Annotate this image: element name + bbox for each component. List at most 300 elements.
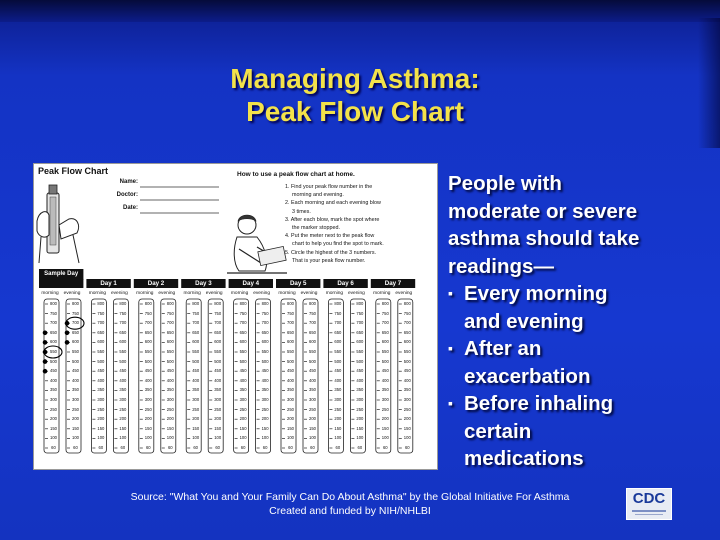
scale-value: 350 — [309, 387, 316, 393]
scale-value: 300 — [261, 397, 269, 402]
scale-value: 100 — [72, 435, 79, 441]
scale-value: 750 — [403, 310, 411, 316]
scale-value: 150 — [72, 425, 79, 431]
scale-value: 700 — [239, 320, 247, 326]
scale-value: 450 — [119, 368, 127, 374]
sample-mark-dot — [43, 369, 48, 374]
scale-value: 800 — [214, 301, 222, 306]
scale-value: 60 — [382, 445, 388, 450]
howto-title: How to use a peak flow chart at home. — [237, 171, 355, 178]
scale-value: 350 — [356, 387, 364, 393]
scale-value: 500 — [119, 358, 127, 364]
scale-value: 150 — [381, 425, 389, 431]
scale-value: 650 — [239, 329, 247, 335]
scale-value: 250 — [287, 406, 294, 412]
day-label: Day 4 — [242, 280, 260, 287]
scale-value: 150 — [287, 425, 294, 431]
scale-value: 350 — [97, 387, 105, 393]
scale-value: 150 — [97, 425, 105, 431]
scale-value: 550 — [119, 349, 127, 354]
scale-value: 700 — [403, 320, 411, 326]
session-label: morning — [41, 291, 59, 296]
scale-value: 350 — [334, 387, 342, 393]
scale-value: 60 — [310, 445, 315, 450]
source-line-2: Created and funded by NIH/NHLBI — [269, 505, 431, 517]
scale-value: 650 — [50, 329, 57, 335]
scale-value: 800 — [356, 301, 364, 306]
scale-value: 150 — [166, 425, 174, 431]
slide-title — [120, 62, 590, 128]
scale-value: 450 — [50, 368, 57, 374]
scale-value: 700 — [97, 320, 105, 326]
cdc-logo-rule — [635, 514, 663, 515]
scale-value: 800 — [166, 301, 174, 306]
intro-line: readings— — [448, 254, 554, 278]
scale-value: 400 — [119, 377, 127, 383]
scale-value: 60 — [145, 445, 151, 450]
howto-line: 3. After each blow, mark the spot where — [285, 216, 380, 223]
scale-value: 300 — [403, 397, 411, 402]
scale-value: 700 — [381, 320, 389, 326]
scale-value: 350 — [50, 387, 57, 393]
scale-value: 100 — [309, 435, 316, 441]
scale-value: 300 — [356, 397, 364, 402]
bullet-item — [448, 335, 710, 390]
day-label: Day 2 — [147, 280, 165, 287]
scale-value: 350 — [261, 387, 269, 393]
scale-value: 650 — [309, 329, 316, 335]
session-label: evening — [253, 291, 270, 296]
scale-value: 650 — [403, 329, 411, 335]
scale-value: 800 — [287, 301, 294, 306]
cdc-logo-rule — [632, 510, 666, 512]
scale-value: 650 — [356, 329, 364, 335]
session-label: evening — [205, 291, 223, 296]
scale-value: 200 — [144, 416, 152, 422]
scale-value: 400 — [144, 377, 152, 383]
title-line-2: Peak Flow Chart — [246, 96, 464, 127]
scale-value: 300 — [192, 397, 200, 402]
scale-value: 250 — [166, 406, 174, 412]
scale-value: 650 — [97, 329, 105, 335]
sample-day-label: Sample Day — [44, 271, 79, 277]
scale-value: 250 — [334, 406, 342, 412]
scale-value: 350 — [381, 387, 389, 393]
scale-value: 300 — [144, 397, 152, 402]
scale-value: 100 — [166, 435, 174, 441]
day-label: Day 1 — [100, 280, 117, 287]
meter-scale-icon — [50, 197, 56, 245]
scale-value: 600 — [72, 339, 79, 345]
scale-value: 500 — [192, 358, 200, 364]
bullet-line: and evening — [464, 309, 584, 333]
scale-value: 200 — [403, 416, 411, 422]
scale-value: 150 — [119, 425, 127, 431]
scale-value: 60 — [51, 445, 56, 450]
session-label: morning — [373, 291, 391, 296]
day-label: Day 7 — [384, 280, 402, 287]
scale-value: 350 — [144, 387, 152, 393]
scale-value: 450 — [97, 368, 105, 374]
scale-value: 500 — [166, 358, 174, 364]
bullet-square-icon: ▪ — [448, 340, 453, 356]
day-label: Day 5 — [289, 280, 307, 287]
scale-value: 400 — [72, 377, 79, 383]
scale-value: 350 — [72, 387, 79, 393]
bullet-item — [448, 280, 710, 335]
scale-value: 150 — [144, 425, 152, 431]
scale-value: 100 — [287, 435, 294, 441]
session-label: morning — [88, 291, 107, 296]
scale-value: 60 — [193, 445, 199, 450]
scale-value: 600 — [261, 339, 269, 345]
scale-value: 650 — [192, 329, 200, 335]
scale-value: 550 — [50, 349, 57, 354]
scale-value: 650 — [72, 329, 79, 335]
scale-value: 550 — [356, 349, 364, 354]
scale-value: 550 — [261, 349, 269, 354]
scale-value: 200 — [239, 416, 247, 422]
scale-value: 200 — [381, 416, 389, 422]
scale-value: 500 — [309, 358, 316, 364]
scale-value: 450 — [261, 368, 269, 374]
scale-value: 100 — [403, 435, 411, 441]
cdc-logo — [626, 488, 672, 520]
scale-value: 100 — [119, 435, 127, 441]
scale-value: 650 — [144, 329, 152, 335]
howto-line: That is your peak flow number. — [292, 257, 366, 264]
scale-value: 60 — [240, 445, 246, 450]
bullet-item — [448, 390, 710, 473]
scale-value: 700 — [166, 320, 174, 326]
session-label: morning — [183, 291, 201, 296]
bullet-line: medications — [464, 447, 584, 470]
bullet-square-icon: ▪ — [448, 395, 453, 411]
scale-value: 450 — [144, 368, 152, 374]
scale-value: 250 — [192, 406, 200, 412]
session-label: evening — [395, 291, 413, 296]
scale-value: 750 — [144, 310, 152, 316]
scale-value: 250 — [72, 406, 79, 412]
bullet-line: exacerbation — [464, 364, 591, 388]
scale-value: 600 — [166, 339, 174, 345]
scale-value: 450 — [287, 368, 294, 374]
session-label: evening — [110, 291, 128, 296]
meter-mouthpiece-icon — [49, 185, 57, 194]
bullet-line: Every morning — [464, 282, 608, 305]
intro-line: moderate or severe — [448, 199, 638, 223]
scale-value: 400 — [192, 377, 200, 383]
scale-value: 650 — [334, 329, 342, 335]
scale-value: 450 — [72, 368, 79, 374]
scale-value: 350 — [214, 387, 222, 393]
scale-value: 350 — [239, 387, 247, 393]
scale-value: 100 — [50, 435, 57, 441]
scale-value: 300 — [381, 397, 389, 402]
scale-value: 550 — [192, 349, 200, 354]
scale-value: 650 — [261, 329, 269, 335]
source-line-1: Source: "What You and Your Family Can Do About Asthma" by the Global Initiative For Asthma — [130, 491, 570, 503]
scale-value: 150 — [239, 425, 247, 431]
scale-value: 700 — [119, 320, 127, 326]
scale-value: 400 — [403, 377, 411, 383]
chart-field-label: Name: — [119, 179, 138, 185]
scale-value: 60 — [167, 445, 173, 450]
session-label: morning — [136, 291, 154, 296]
scale-value: 600 — [287, 339, 294, 345]
scale-value: 60 — [98, 445, 104, 450]
scale-value: 750 — [119, 310, 127, 316]
chart-graphics — [33, 163, 438, 470]
scale-value: 400 — [50, 377, 57, 383]
scale-value: 450 — [334, 368, 342, 374]
scale-value: 450 — [356, 368, 364, 374]
scale-value: 350 — [403, 387, 411, 393]
scale-value: 150 — [214, 425, 222, 431]
scale-value: 350 — [119, 387, 127, 393]
scale-value: 500 — [403, 358, 411, 364]
scale-value: 250 — [144, 406, 152, 412]
scale-value: 450 — [239, 368, 247, 374]
scale-value: 800 — [261, 301, 269, 306]
bullet-line: After an — [464, 337, 542, 360]
scale-value: 300 — [214, 397, 222, 402]
scale-value: 500 — [261, 358, 269, 364]
scale-value: 600 — [403, 339, 411, 345]
scale-value: 500 — [144, 358, 152, 364]
scale-value: 500 — [239, 358, 247, 364]
scale-value: 250 — [309, 406, 316, 412]
scale-value: 450 — [214, 368, 222, 374]
scale-value: 750 — [356, 310, 364, 316]
scale-value: 600 — [381, 339, 389, 345]
scale-value: 100 — [97, 435, 105, 441]
scale-value: 250 — [381, 406, 389, 412]
scale-value: 60 — [404, 445, 410, 450]
bullet-line: certain — [464, 419, 532, 443]
howto-line: morning and evening. — [292, 192, 344, 199]
scale-value: 750 — [72, 310, 79, 316]
intro-line: People with — [448, 172, 562, 195]
sample-mark-dot — [43, 359, 48, 364]
sample-mark-dot — [65, 340, 70, 345]
session-label: morning — [325, 291, 344, 296]
scale-value: 550 — [334, 349, 342, 354]
session-label: morning — [230, 291, 249, 296]
scale-value: 650 — [214, 329, 222, 335]
cdc-logo-text: CDC — [632, 490, 666, 507]
scale-value: 550 — [166, 349, 174, 354]
howto-line: the marker stopped. — [292, 225, 340, 231]
scale-value: 60 — [215, 445, 221, 450]
day-label: Day 3 — [195, 280, 212, 287]
scale-value: 400 — [239, 377, 247, 383]
scale-value: 700 — [287, 320, 294, 326]
scale-value: 800 — [50, 301, 57, 306]
sample-mark-dot — [43, 331, 48, 336]
scale-value: 400 — [334, 377, 342, 383]
scale-value: 100 — [334, 435, 342, 441]
scale-value: 200 — [214, 416, 222, 422]
scale-value: 200 — [356, 416, 364, 422]
scale-value: 300 — [119, 397, 127, 402]
scale-value: 550 — [239, 349, 247, 354]
scale-value: 300 — [166, 397, 174, 402]
scale-value: 750 — [214, 310, 222, 316]
scale-value: 100 — [381, 435, 389, 441]
scale-value: 500 — [356, 358, 364, 364]
scale-value: 200 — [97, 416, 105, 422]
scale-value: 700 — [309, 320, 316, 326]
bullet-text — [448, 170, 710, 473]
scale-value: 250 — [50, 406, 57, 412]
scale-value: 750 — [166, 310, 174, 316]
scale-value: 700 — [334, 320, 342, 326]
scale-value: 200 — [119, 416, 127, 422]
scale-value: 500 — [97, 358, 105, 364]
scale-value: 60 — [120, 445, 126, 450]
scale-value: 450 — [403, 368, 411, 374]
scale-value: 350 — [287, 387, 294, 393]
scale-value: 150 — [50, 425, 57, 431]
scale-value: 750 — [309, 310, 316, 316]
scale-value: 750 — [261, 310, 269, 316]
scale-value: 250 — [356, 406, 364, 412]
hand-icon — [37, 212, 49, 237]
sample-mark-dot — [43, 350, 48, 355]
scale-value: 200 — [287, 416, 294, 422]
scale-value: 450 — [166, 368, 174, 374]
scale-value: 600 — [214, 339, 222, 345]
scale-value: 400 — [214, 377, 222, 383]
scale-value: 700 — [261, 320, 269, 326]
scale-value: 400 — [309, 377, 316, 383]
scale-value: 600 — [309, 339, 316, 345]
scale-value: 400 — [261, 377, 269, 383]
howto-line: 2. Each morning and each evening blow — [285, 200, 381, 207]
scale-value: 350 — [166, 387, 174, 393]
scale-value: 200 — [334, 416, 342, 422]
scale-value: 450 — [192, 368, 200, 374]
scale-value: 250 — [119, 406, 127, 412]
scale-value: 800 — [119, 301, 127, 306]
hand-icon — [59, 219, 79, 239]
bullet-square-icon: ▪ — [448, 285, 453, 301]
intro-line: asthma should take — [448, 227, 640, 250]
scale-value: 550 — [97, 349, 105, 354]
scale-value: 800 — [403, 301, 411, 306]
howto-line: 4. Put the meter next to the peak flow — [285, 233, 375, 240]
sample-mark-dot — [43, 340, 48, 345]
scale-value: 550 — [381, 349, 389, 354]
scale-value: 150 — [309, 425, 316, 431]
scale-value: 600 — [50, 339, 57, 345]
sample-day-header — [39, 279, 83, 288]
sample-mark-dot — [65, 321, 70, 326]
scale-value: 700 — [192, 320, 200, 326]
scale-value: 550 — [144, 349, 152, 354]
scale-value: 60 — [262, 445, 268, 450]
session-label: evening — [300, 291, 318, 296]
scale-value: 600 — [334, 339, 342, 345]
sample-mark-dot — [65, 331, 70, 336]
scale-value: 500 — [214, 358, 222, 364]
scale-value: 800 — [239, 301, 247, 306]
session-label: morning — [278, 291, 296, 296]
scale-value: 700 — [356, 320, 364, 326]
scale-value: 700 — [50, 320, 57, 326]
scale-value: 600 — [356, 339, 364, 345]
scale-value: 550 — [72, 349, 79, 354]
scale-value: 400 — [356, 377, 364, 383]
scale-value: 750 — [334, 310, 342, 316]
scale-value: 250 — [214, 406, 222, 412]
scale-value: 200 — [261, 416, 269, 422]
scale-value: 250 — [403, 406, 411, 412]
scale-value: 550 — [309, 349, 316, 354]
scale-value: 650 — [287, 329, 294, 335]
scale-value: 150 — [334, 425, 342, 431]
peak-flow-chart-image — [33, 163, 438, 470]
scale-value: 400 — [287, 377, 294, 383]
chart-title: Peak Flow Chart — [38, 166, 109, 176]
howto-line: chart to help you find the spot to mark. — [292, 241, 384, 248]
scale-value: 60 — [357, 445, 363, 450]
scale-value: 450 — [309, 368, 316, 374]
scale-value: 300 — [97, 397, 105, 402]
scale-value: 100 — [356, 435, 364, 441]
chart-field-label: Doctor: — [116, 192, 138, 198]
session-label: evening — [158, 291, 176, 296]
scale-value: 60 — [73, 445, 78, 450]
scale-value: 400 — [166, 377, 174, 383]
scale-value: 300 — [239, 397, 247, 402]
scale-value: 550 — [287, 349, 294, 354]
scale-value: 350 — [192, 387, 200, 393]
scale-value: 300 — [72, 397, 79, 402]
howto-line: 3 times. — [292, 208, 311, 215]
scale-value: 250 — [261, 406, 269, 412]
scale-value: 650 — [381, 329, 389, 335]
scale-value: 500 — [72, 358, 79, 364]
scale-value: 750 — [381, 310, 389, 316]
scale-value: 150 — [261, 425, 269, 431]
session-label: evening — [63, 291, 81, 296]
scale-value: 750 — [50, 310, 57, 316]
scale-value: 400 — [381, 377, 389, 383]
scale-value: 300 — [287, 397, 294, 402]
session-label: evening — [347, 291, 365, 296]
scale-value: 600 — [144, 339, 152, 345]
scale-value: 750 — [192, 310, 200, 316]
howto-line: 1. Find your peak flow number in the — [285, 184, 373, 190]
scale-value: 450 — [381, 368, 389, 374]
scale-value: 700 — [214, 320, 222, 326]
scale-value: 300 — [50, 397, 57, 402]
scale-value: 500 — [381, 358, 389, 364]
scale-value: 800 — [381, 301, 389, 306]
scale-value: 60 — [288, 445, 293, 450]
scale-value: 600 — [119, 339, 127, 345]
scale-value: 750 — [287, 310, 294, 316]
scale-value: 100 — [239, 435, 247, 441]
scale-value: 600 — [239, 339, 247, 345]
scale-value: 200 — [192, 416, 200, 422]
title-line-1: Managing Asthma: — [230, 63, 480, 94]
scale-value: 550 — [403, 349, 411, 354]
scale-value: 500 — [334, 358, 342, 364]
scale-value: 500 — [50, 358, 57, 364]
